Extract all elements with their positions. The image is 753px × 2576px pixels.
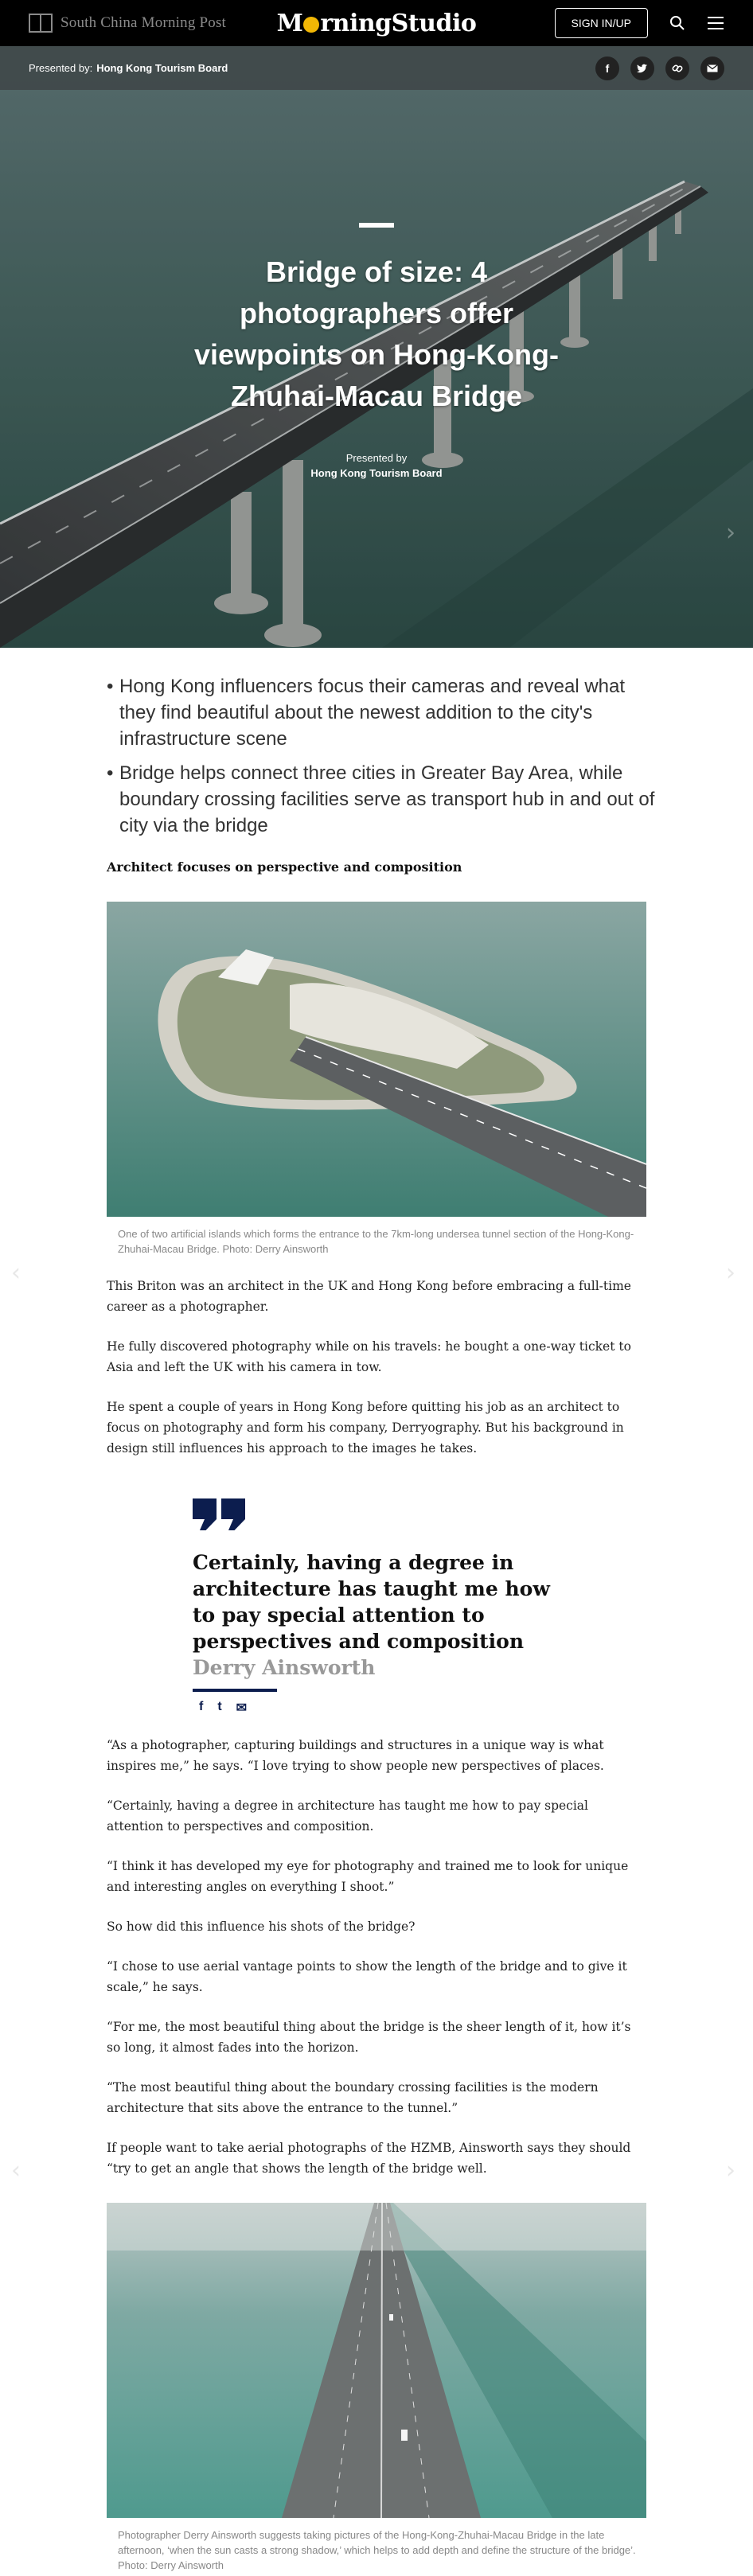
twitter-icon[interactable] [630,57,654,80]
summary-bullet: • Bridge helps connect three cities in Greater Bay Area, while boundary crossing facilities serve as transport hub in and out of city via the bridge [107,760,664,839]
body-paragraph: He fully discovered photography while on his travels: he bought a one-way ticket to Asia and left the UK with his camera in tow. [107,1339,631,1374]
morning-studio-logo[interactable]: M rningStudio [276,9,477,37]
scmp-logo-mark [29,14,53,33]
article-body [0,673,753,2573]
pull-quote-text: Certainly, having a degree in architecture has taught me how to pay special attention to perspectives and composition [193,1551,550,1653]
article-title: Bridge of size: 4 photographers offer viewpoints on Hong-Kong-Zhuhai-Macau Bridge [194,255,559,412]
pull-quote-share [199,1700,567,1716]
summary-bullet: • Hong Kong influencers focus their cameras and reveal what they find beautiful about the newest addition to the city's infrastructure scene [107,673,664,752]
link-icon[interactable] [665,57,689,80]
body-paragraph: “For me, the most beautiful thing about the bridge is the sheer length of it, how it’s so long, it almost fades into the horizon. [107,2020,631,2055]
share-buttons [595,57,724,80]
pull-quote [193,1498,567,1716]
body-paragraph: If people want to take aerial photographs of the HZMB, Ainsworth says they should “try to get an angle that shows the length of the bridge well. [107,2141,631,2176]
figure-artificial-island [107,902,646,1257]
scmp-logo[interactable] [29,14,226,33]
body-paragraph: This Briton was an architect in the UK and Hong Kong before embracing a full-time career as a photographer. [107,1279,631,1314]
chevron-right-icon[interactable]: › [726,1259,735,1287]
chevron-right-icon[interactable]: › [726,2157,735,2184]
figure-caption: One of two artificial islands which forms the entrance to the 7km-long undersea tunnel section of the Hong-Kong-Zhuhai-Macau Bridge. Photo: Derry Ainsworth [118,1228,634,1255]
hero-presented-label: Presented by [345,452,408,464]
chevron-left-icon[interactable]: ‹ [11,2157,21,2184]
menu-icon[interactable] [707,14,724,32]
presented-by-label: Presented by: [29,62,93,74]
hero-sponsor-name: Hong Kong Tourism Board [310,467,443,479]
email-icon[interactable] [700,57,724,80]
body-paragraph: “The most beautiful thing about the boundary crossing facilities is the modern architecture that sits above the entrance to the tunnel.” [107,2080,599,2115]
presented-by-name: Hong Kong Tourism Board [96,62,228,74]
email-icon[interactable]: ✉ [236,1701,248,1715]
body-paragraph: He spent a couple of years in Hong Kong before quitting his job as an architect to focus on photography and form his company, Derryography. But his background in design still influences his approach to the images he takes. [107,1400,624,1456]
sponsor-strip [0,46,753,90]
top-navigation-bar [0,0,753,46]
chevron-right-icon[interactable]: › [726,519,735,547]
search-icon[interactable] [669,14,686,32]
figure-bridge-length [107,2203,646,2573]
body-paragraph: “I chose to use aerial vantage points to show the length of the bridge and to give it scale,” he says. [107,1959,627,1994]
hero-title-rule [359,223,394,228]
figure-caption: Photographer Derry Ainsworth suggests taking pictures of the Hong-Kong-Zhuhai-Macau Bridge in the late afternoon, ‘when the sun casts a strong shadow,’ which helps to add depth and define the structure of the bridge’. Photo: Derry Ainsworth [118,2529,636,2571]
facebook-icon[interactable]: f [595,57,619,80]
facebook-icon[interactable]: f [199,1700,204,1713]
pull-quote-divider [193,1689,277,1692]
logo-sun-dot [303,17,319,33]
pull-quote-author: Derry Ainsworth [193,1656,376,1679]
twitter-icon[interactable]: t [217,1700,222,1713]
body-paragraph: So how did this influence his shots of the bridge? [107,1919,416,1934]
body-paragraph: “As a photographer, capturing buildings and structures in a unique way is what inspires me,” he says. “I love trying to show people new perspectives of places. [107,1738,604,1773]
topbar-actions [555,8,724,38]
quote-icon [193,1498,567,1530]
article-summary [107,673,664,839]
hero-banner [0,46,753,648]
chevron-left-icon[interactable]: ‹ [11,1259,21,1287]
bridge-length-photo [107,2203,646,2518]
scmp-logo-text: South China Morning Post [60,14,227,31]
body-paragraph: “I think it has developed my eye for photography and trained me to look for unique and interesting angles on everything I shoot.” [107,1859,629,1894]
body-paragraph: “Certainly, having a degree in architecture has taught me how to pay special attention to perspectives and composition. [107,1799,589,1834]
artificial-island-photo [107,902,646,1217]
section-subheading: Architect focuses on perspective and composition [107,859,462,875]
hero-headline-block [0,223,753,479]
sign-in-button[interactable]: SIGN IN/UP [555,8,648,38]
